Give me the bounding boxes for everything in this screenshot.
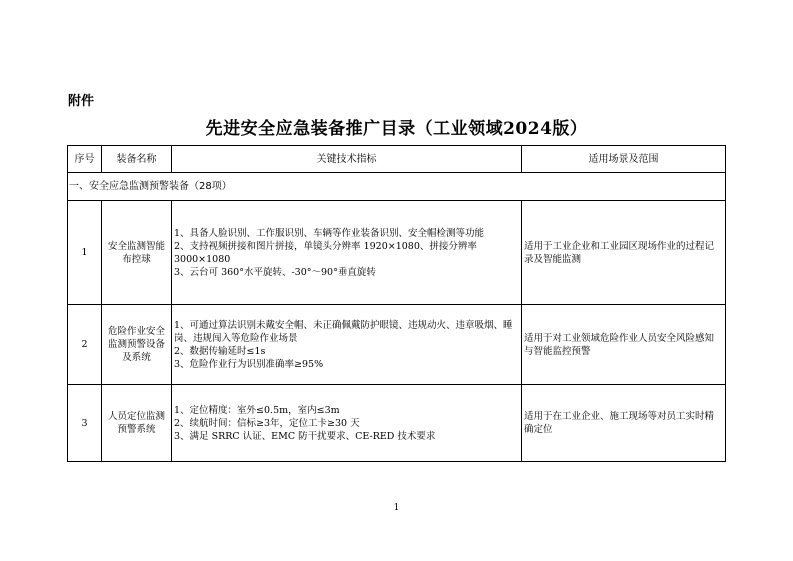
spec-line: 3、满足 SRRC 认证、EMC 防干扰要求、CE-RED 技术要求 [174, 430, 436, 442]
table-row [68, 305, 726, 385]
spec-line: 3、云台可 360°水平旋转、-30°～90°垂直旋转 [174, 266, 376, 278]
header-scope: 适用场景及范围 [522, 146, 726, 173]
spec-line: 2、支持视频拼接和图片拼接，单镜头分辨率 1920×1080、拼接分辨率3000×1080 [174, 240, 477, 265]
header-specs: 关键技术指标 [172, 146, 522, 173]
row-no: 3 [68, 385, 102, 462]
table-row [68, 385, 726, 462]
spec-line: 3、危险作业行为识别准确率≥95% [174, 358, 324, 370]
spec-line: 1、具备人脸识别、工作服识别、车辆等作业装备识别、安全帽检测等功能 [174, 227, 485, 239]
row-scope: 适用于工业企业和工业园区现场作业的过程记录及智能监测 [522, 201, 726, 305]
attachment-label: 附件 [68, 94, 95, 109]
row-name: 危险作业安全监测预警设备及系统 [102, 305, 172, 385]
row-scope: 适用于在工业企业、施工现场等对员工实时精确定位 [522, 385, 726, 462]
row-name: 人员定位监测预警系统 [102, 385, 172, 462]
table-header-row [68, 146, 726, 173]
section-title: 一、安全应急监测预警装备（28项） [68, 173, 726, 201]
row-no: 1 [68, 201, 102, 305]
page-title: 先进安全应急装备推广目录（工业领域2024版） [205, 119, 588, 139]
page-number: 1 [393, 503, 400, 513]
row-specs [172, 201, 522, 305]
spec-line: 2、续航时间：信标≥3年，定位工卡≥30 天 [174, 417, 360, 429]
row-specs [172, 305, 522, 385]
header-name: 装备名称 [102, 146, 172, 173]
section-row [68, 173, 726, 201]
table-row [68, 201, 726, 305]
spec-line: 1、定位精度：室外≤0.5m，室内≤3m [174, 404, 340, 416]
row-name: 安全监测智能布控球 [102, 201, 172, 305]
spec-line: 2、数据传输延时≤1s [174, 345, 266, 357]
row-scope: 适用于对工业领域危险作业人员安全风险感知与智能监控预警 [522, 305, 726, 385]
header-no: 序号 [68, 146, 102, 173]
spec-line: 1、可通过算法识别未戴安全帽、未正确佩戴防护眼镜、违规动火、违章吸烟、睡岗、违规闯入等危险作业场景 [174, 319, 513, 344]
equipment-table [67, 145, 726, 462]
row-no: 2 [68, 305, 102, 385]
row-specs [172, 385, 522, 462]
